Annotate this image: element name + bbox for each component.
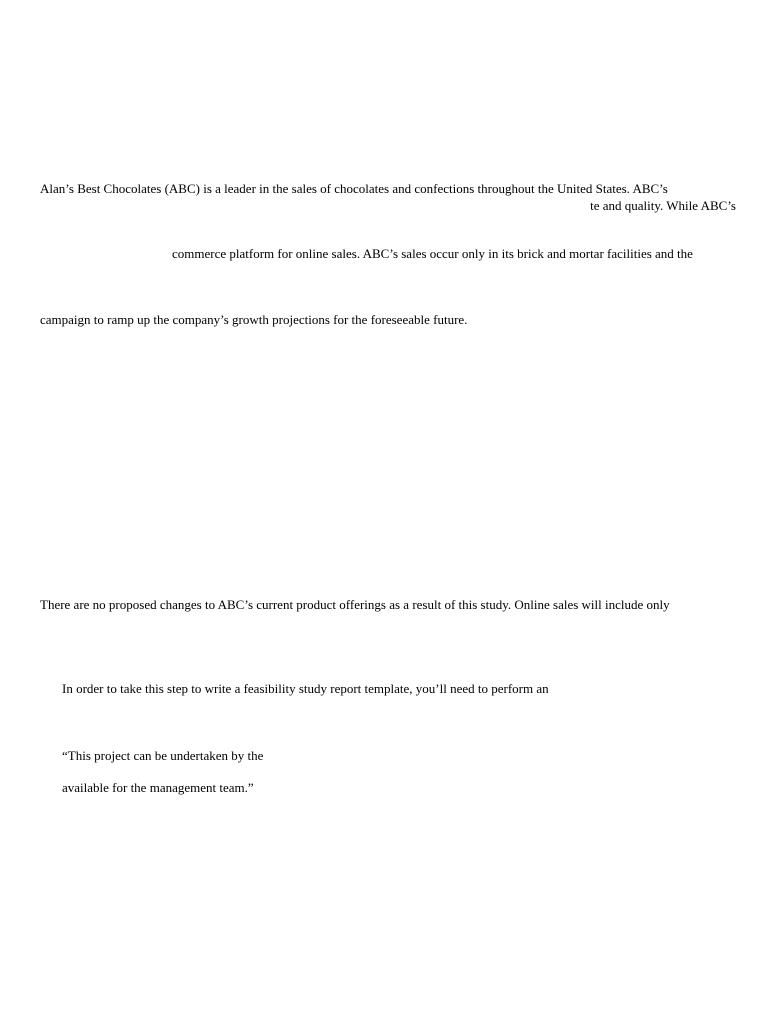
paragraph-2-line-1: There are no proposed changes to ABC’s current product offerings as a result of this study. Online sales will include only	[40, 597, 670, 612]
paragraph-3-line-1: In order to take this step to write a feasibility study report template, you’ll need to perform an	[62, 681, 549, 696]
paragraph-1-line-1: Alan’s Best Chocolates (ABC) is a leader in the sales of chocolates and confections throughout the United States. ABC’s	[40, 181, 668, 196]
quote-line-2: available for the management team.”	[62, 780, 254, 795]
paragraph-1-line-2: te and quality. While ABC’s	[590, 198, 736, 213]
quote-line-1: “This project can be undertaken by the	[62, 748, 264, 763]
paragraph-1-line-4: campaign to ramp up the company’s growth projections for the foreseeable future.	[40, 312, 468, 327]
paragraph-1-line-3: commerce platform for online sales. ABC’s sales occur only in its brick and mortar facilities and the	[172, 246, 693, 261]
